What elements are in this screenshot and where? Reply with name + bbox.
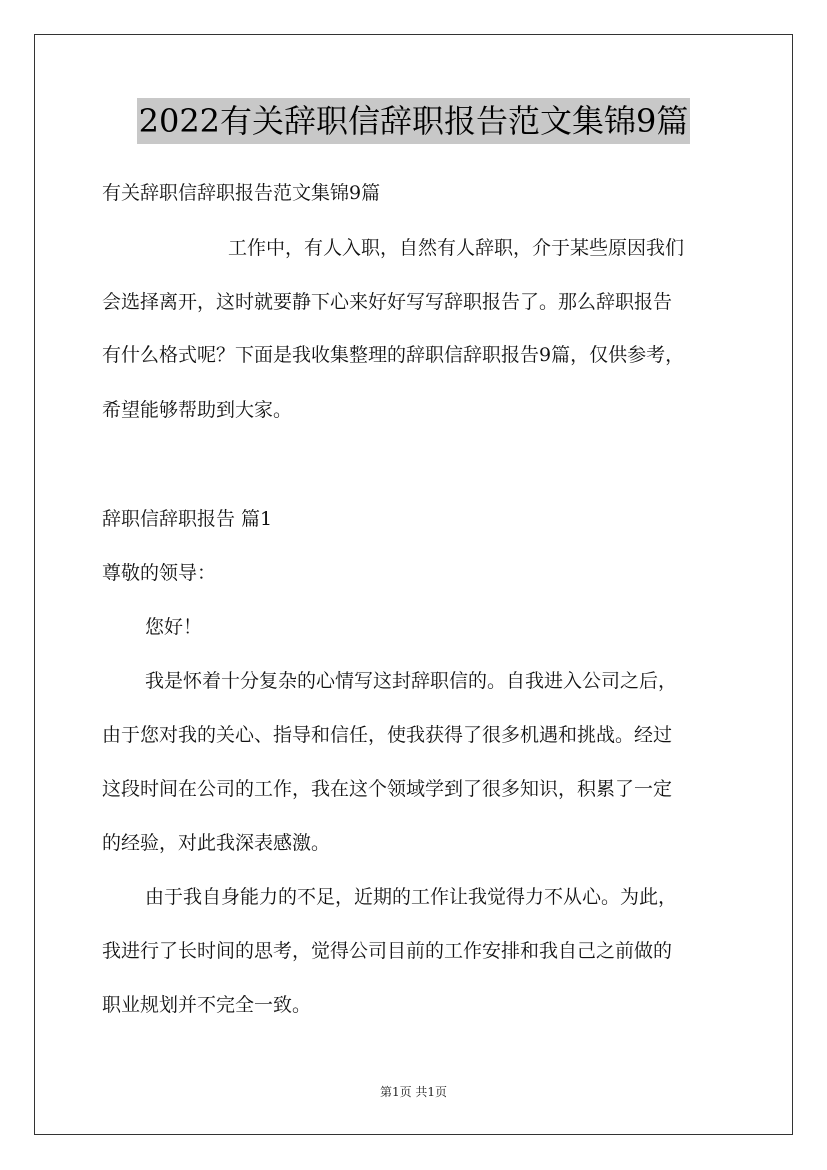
intro-line-4: 希望能够帮助到大家。	[102, 399, 293, 421]
paragraph-b-line-1: 由于我自身能力的不足，近期的工作让我觉得力不从心。为此，	[145, 886, 678, 908]
intro-line-3: 有什么格式呢？下面是我收集整理的辞职信辞职报告9篇，仅供参考，	[102, 344, 685, 366]
document-title: 2022有关辞职信辞职报告范文集锦9篇	[137, 98, 691, 144]
paragraph-a-line-3: 这段时间在公司的工作，我在这个领域学到了很多知识，积累了一定	[102, 778, 673, 800]
letter-greeting: 您好！	[145, 616, 203, 638]
paragraph-a-line-1: 我是怀着十分复杂的心情写这封辞职信的。自我进入公司之后，	[145, 670, 678, 692]
intro-line-1: 工作中，有人入职，自然有人辞职，介于某些原因我们	[228, 237, 685, 259]
title-container	[0, 98, 827, 144]
paragraph-a-line-4: 的经验，对此我深表感激。	[102, 832, 331, 854]
document-subtitle: 有关辞职信辞职报告范文集锦9篇	[102, 182, 381, 204]
intro-line-2: 会选择离开，这时就要静下心来好好写写辞职报告了。那么辞职报告	[102, 291, 673, 313]
section-heading: 辞职信辞职报告 篇1	[102, 508, 273, 530]
paragraph-b-line-2: 我进行了长时间的思考，觉得公司目前的工作安排和我自己之前做的	[102, 940, 673, 962]
paragraph-b-line-3: 职业规划并不完全一致。	[102, 994, 312, 1016]
paragraph-a-line-2: 由于您对我的关心、指导和信任，使我获得了很多机遇和挑战。经过	[102, 724, 673, 746]
page-footer: 第1页 共1页	[379, 1085, 448, 1099]
letter-salutation: 尊敬的领导：	[102, 562, 217, 584]
